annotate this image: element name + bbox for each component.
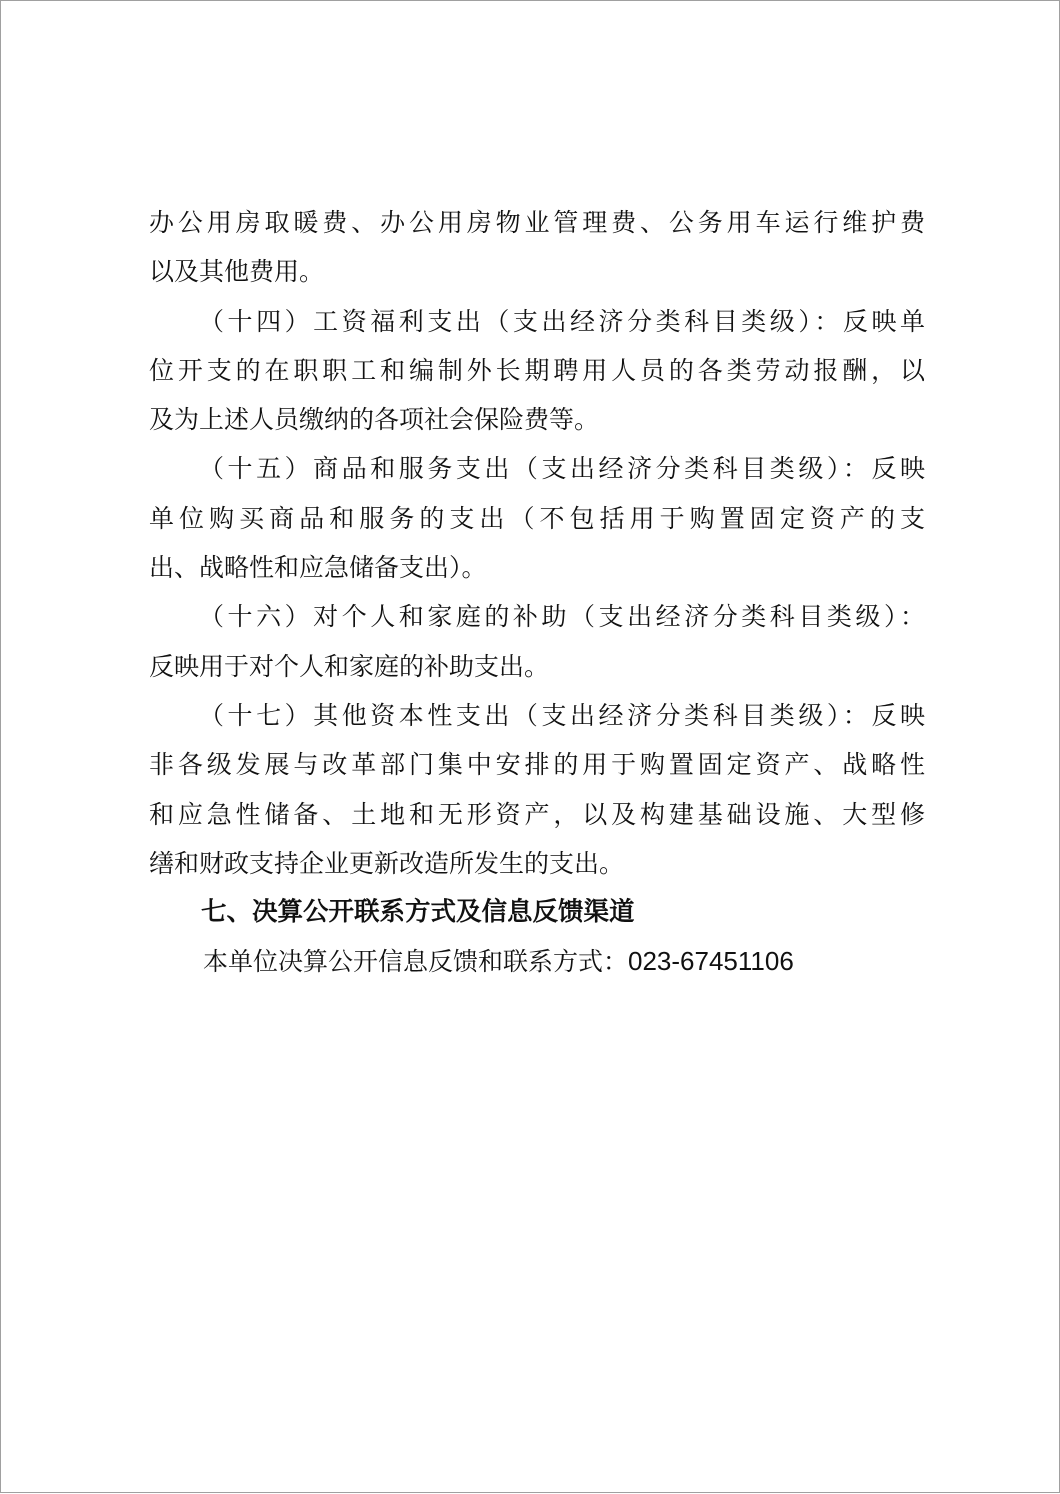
text-line: 及为上述人员缴纳的各项社会保险费等。: [149, 405, 600, 435]
text-line: 办公用房取暖费、办公用房物业管理费、公务用车运行维护费: [149, 208, 925, 237]
paragraph-15-start: （十五）商品和服务支出（支出经济分类科目类级）：反映: [199, 454, 925, 484]
document-body: [149, 198, 925, 987]
contact-phone: 023-67451106: [628, 946, 794, 977]
text-line: 单位购买商品和服务的支出（不包括用于购置固定资产的支: [149, 503, 925, 533]
contact-line: [149, 937, 925, 986]
section-heading: 七、决算公开联系方式及信息反馈渠道: [201, 897, 635, 928]
text-line: 非各级发展与改革部门集中安排的用于购置固定资产、战略性: [149, 750, 925, 780]
text-line: 位开支的在职职工和编制外长期聘用人员的各类劳动报酬，以: [149, 355, 925, 385]
paragraph-16-start: （十六）对个人和家庭的补助（支出经济分类科目类级）：: [199, 602, 925, 632]
text-line: 和应急性储备、土地和无形资产，以及构建基础设施、大型修: [149, 799, 925, 829]
text-line: 缮和财政支持企业更新改造所发生的支出。: [149, 848, 625, 878]
text-line: 反映用于对个人和家庭的补助支出。: [149, 651, 550, 681]
paragraph-14-start: （十四）工资福利支出（支出经济分类科目类级）：反映单: [199, 306, 925, 336]
text-line: 以及其他费用。: [149, 257, 325, 287]
contact-label: 本单位决算公开信息反馈和联系方式：: [203, 947, 629, 977]
paragraph-17-start: （十七）其他资本性支出（支出经济分类科目类级）：反映: [199, 700, 925, 730]
text-line: 出、战略性和应急储备支出）。: [149, 553, 487, 583]
